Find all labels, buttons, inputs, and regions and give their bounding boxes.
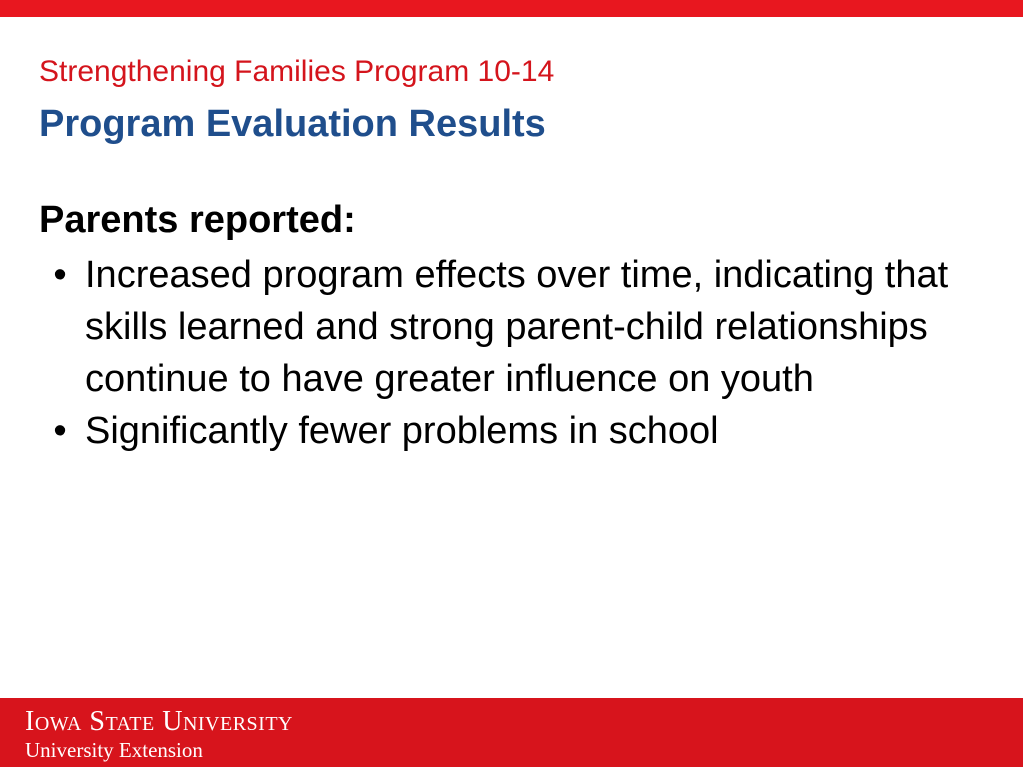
slide-subtitle: Strengthening Families Program 10-14 xyxy=(39,55,555,88)
bullet-icon: • xyxy=(53,254,67,296)
bullet-icon: • xyxy=(53,410,67,452)
slide-title: Program Evaluation Results xyxy=(39,103,546,145)
bullet-item xyxy=(45,249,985,405)
bullet-text: Significantly fewer problems in school xyxy=(85,410,719,452)
bullet-list xyxy=(45,249,985,457)
top-accent-bar xyxy=(0,0,1023,17)
bullet-text: Increased program effects over time, indicating that skills learned and strong parent-child relationships continue to have greater influence on youth xyxy=(85,254,949,400)
body-heading: Parents reported: xyxy=(39,199,356,241)
logo-subline: University Extension xyxy=(25,738,203,762)
logo-wordmark: Iowa State University xyxy=(25,706,293,737)
university-logo xyxy=(25,706,293,762)
bullet-item xyxy=(45,405,985,457)
